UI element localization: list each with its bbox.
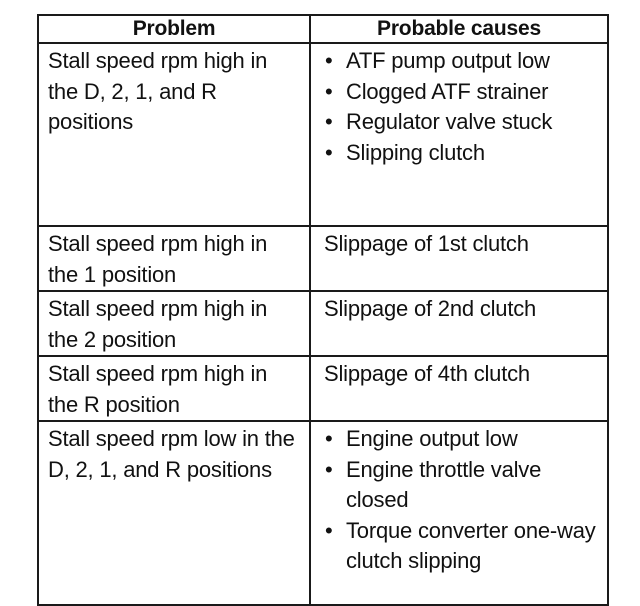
problem-cell: Stall speed rpm low in the D, 2, 1, and R positions: [38, 421, 310, 605]
bullet-icon: •: [325, 109, 333, 134]
cause-text: Engine throttle valve closed: [346, 456, 542, 512]
bullet-icon: •: [325, 139, 333, 165]
list-item: [324, 455, 603, 516]
cause-text: Clogged ATF strainer: [346, 78, 549, 104]
list-item: [324, 107, 603, 138]
causes-cell: [310, 421, 608, 605]
problem-cell: Stall speed rpm high in the 2 position: [38, 291, 310, 356]
list-item: [324, 516, 603, 577]
probable-causes-column-header: Probable causes: [310, 15, 608, 43]
problem-cell: Stall speed rpm high in the R position: [38, 356, 310, 421]
causes-cell: Slippage of 4th clutch: [310, 356, 608, 421]
cause-text: ATF pump output low: [346, 48, 550, 73]
list-item: [324, 138, 603, 169]
causes-cell: [310, 43, 608, 226]
causes-cell: Slippage of 2nd clutch: [310, 291, 608, 356]
table-row: [38, 356, 608, 421]
problem-cell: Stall speed rpm high in the 1 position: [38, 226, 310, 291]
table-row: [38, 291, 608, 356]
bullet-icon: •: [325, 78, 333, 104]
causes-cell: Slippage of 1st clutch: [310, 226, 608, 291]
bullet-icon: •: [325, 517, 333, 543]
list-item: [324, 77, 603, 108]
table-row: [38, 43, 608, 226]
table-header-row: [38, 15, 608, 43]
bullet-icon: •: [325, 456, 333, 482]
cause-text: Regulator valve stuck: [346, 109, 553, 134]
bullet-icon: •: [325, 426, 333, 451]
problem-column-header: Problem: [38, 15, 310, 43]
list-item: [324, 424, 603, 455]
stall-speed-troubleshooting-table: [37, 14, 609, 606]
cause-text: Torque converter one-way clutch slipping: [346, 517, 596, 573]
table-row: [38, 421, 608, 605]
cause-text: Engine output low: [346, 426, 518, 451]
table-row: [38, 226, 608, 291]
causes-list: [324, 46, 603, 168]
cause-text: Slipping clutch: [346, 139, 485, 165]
bullet-icon: •: [325, 48, 333, 73]
causes-list: [324, 424, 603, 577]
list-item: [324, 46, 603, 77]
problem-cell: Stall speed rpm high in the D, 2, 1, and R positions: [38, 43, 310, 226]
